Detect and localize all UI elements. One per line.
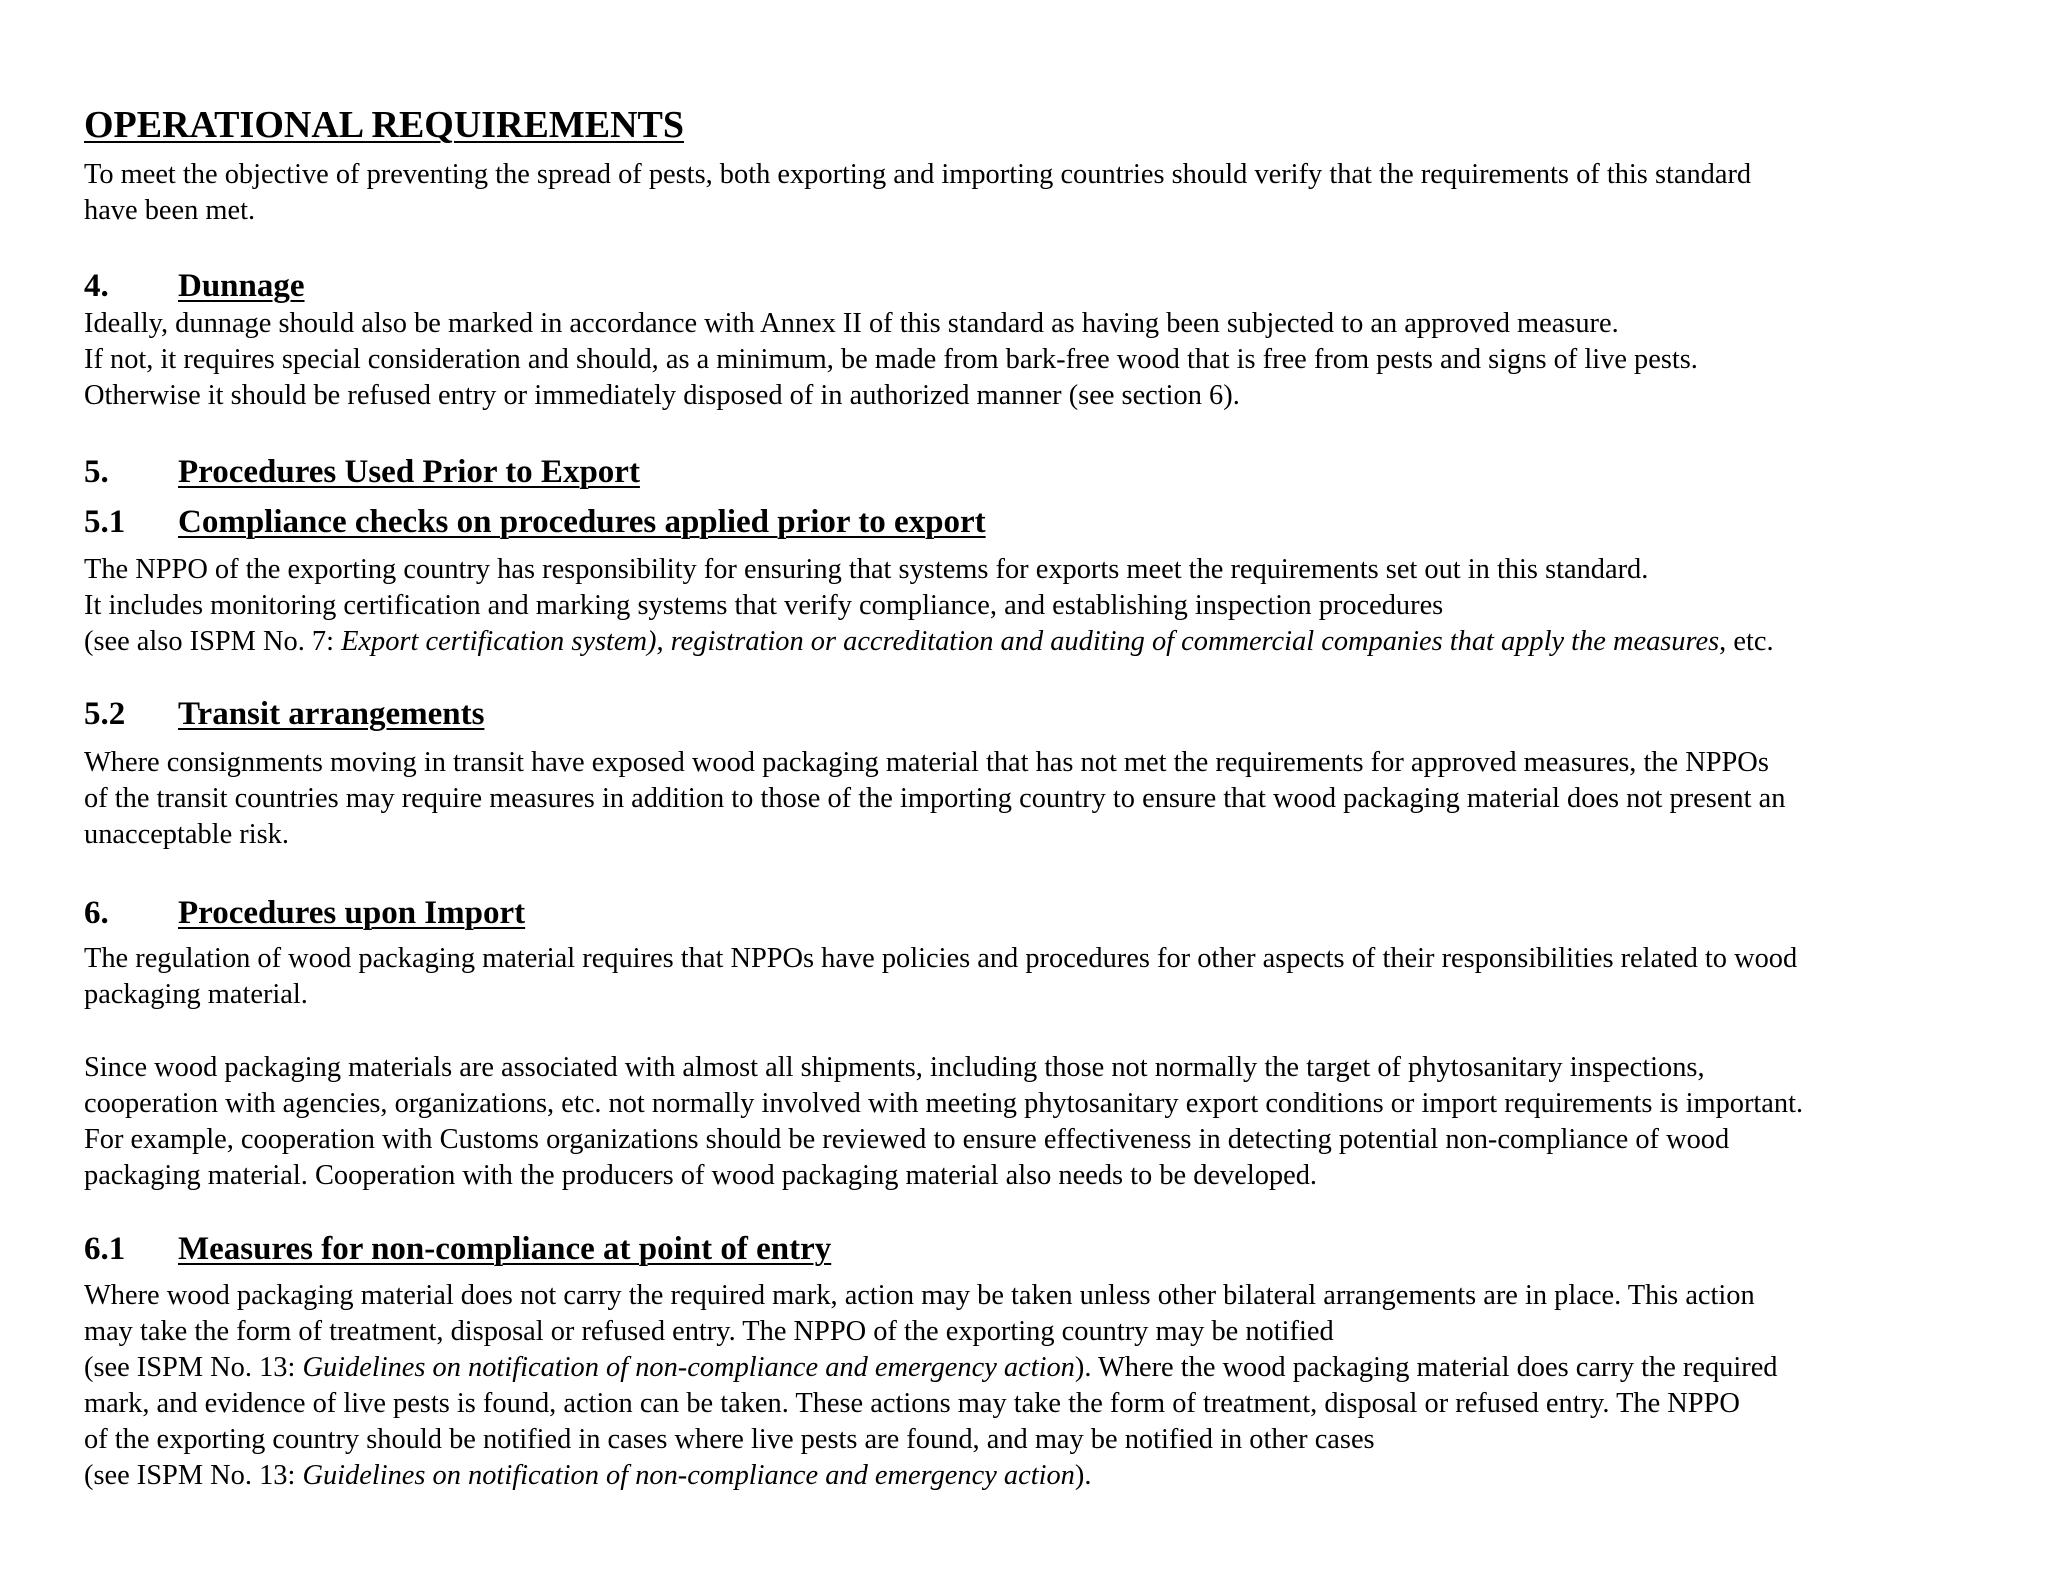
section-5-1-line-1: The NPPO of the exporting country has responsibility for ensuring that systems for exports meet the requirements set out in this standard.	[84, 554, 1649, 585]
page-title: OPERATIONAL REQUIREMENTS	[84, 104, 685, 146]
section-5-1-heading	[84, 506, 986, 539]
section-6-heading	[84, 897, 525, 930]
section-6-1-title: Measures for non-compliance at point of entry	[178, 1231, 832, 1267]
section-6-1-line-3-suffix: ). Where the wood packaging material does carry the required	[1074, 1352, 1778, 1383]
section-5-1-title: Compliance checks on procedures applied prior to export	[178, 504, 986, 540]
section-6-1-line-6-italic: Guidelines on notification of non-compliance and emergency action	[302, 1460, 1075, 1491]
section-6-para-2-line-2: cooperation with agencies, organizations, etc. not normally involved with meeting phytosanitary export conditions or import requirements is important.	[84, 1088, 1804, 1119]
section-6-1-heading	[84, 1233, 831, 1266]
section-6-1-line-1: Where wood packaging material does not carry the required mark, action may be taken unless other bilateral arrangements are in place. This action	[84, 1280, 1755, 1311]
section-5-2-number: 5.2	[84, 696, 126, 732]
section-5-2-line-3: unacceptable risk.	[84, 819, 289, 850]
section-6-1-line-5: of the exporting country should be notified in cases where live pests are found, and may be notified in other cases	[84, 1424, 1375, 1455]
section-6-1-line-2: may take the form of treatment, disposal or refused entry. The NPPO of the exporting country may be notified	[84, 1316, 1334, 1347]
section-6-para-2-line-4: packaging material. Cooperation with the producers of wood packaging material also needs to be developed.	[84, 1160, 1318, 1191]
section-6-para-2-line-1: Since wood packaging materials are associated with almost all shipments, including those not normally the target of phytosanitary inspections,	[84, 1052, 1705, 1083]
section-4-line-2: If not, it requires special consideration and should, as a minimum, be made from bark-free wood that is free from pests and signs of live pests.	[84, 344, 1698, 375]
section-6-1-line-3	[84, 1354, 1778, 1382]
section-6-1-line-3-prefix: (see ISPM No. 13:	[84, 1352, 303, 1383]
section-5-2-line-1: Where consignments moving in transit have exposed wood packaging material that has not met the requirements for approved measures, the NPPOs	[84, 747, 1769, 778]
section-5-2-title: Transit arrangements	[178, 696, 485, 732]
section-6-para-1-line-2: packaging material.	[84, 979, 308, 1010]
section-6-number: 6.	[84, 895, 109, 931]
section-4-heading	[84, 270, 305, 303]
section-5-heading	[84, 456, 640, 489]
section-6-1-number: 6.1	[84, 1231, 126, 1267]
section-4-line-1: Ideally, dunnage should also be marked in accordance with Annex II of this standard as having been subjected to an approved measure.	[84, 308, 1619, 339]
section-5-2-line-2: of the transit countries may require measures in addition to those of the importing country to ensure that wood packaging material does not present an	[84, 783, 1786, 814]
section-5-title: Procedures Used Prior to Export	[178, 454, 640, 490]
section-5-1-line-3-prefix: (see also ISPM No. 7:	[84, 626, 342, 657]
section-5-1-line-3-suffix: , etc.	[1719, 626, 1774, 657]
section-4-line-3: Otherwise it should be refused entry or immediately disposed of in authorized manner (see section 6).	[84, 380, 1240, 411]
section-6-para-2-line-3: For example, cooperation with Customs organizations should be reviewed to ensure effectiveness in detecting potential non-compliance of wood	[84, 1124, 1730, 1155]
section-5-1-number: 5.1	[84, 504, 126, 540]
section-6-para-1-line-1: The regulation of wood packaging material requires that NPPOs have policies and procedures for other aspects of their responsibilities related to wood	[84, 943, 1798, 974]
section-4-number: 4.	[84, 268, 109, 304]
section-5-1-line-2: It includes monitoring certification and marking systems that verify compliance, and establishing inspection procedures	[84, 590, 1444, 621]
section-6-1-line-6-suffix: ).	[1074, 1460, 1092, 1491]
section-5-number: 5.	[84, 454, 109, 490]
section-6-title: Procedures upon Import	[178, 895, 526, 931]
section-6-1-line-4: mark, and evidence of live pests is found, action can be taken. These actions may take the form of treatment, disposal or refused entry. The NPPO	[84, 1388, 1740, 1419]
section-5-1-line-3-italic: Export certification system), registration or accreditation and auditing of commercial companies that apply the measures	[341, 626, 1720, 657]
section-6-1-line-6	[84, 1462, 1091, 1490]
section-5-1-line-3	[84, 628, 1774, 656]
intro-line-1: To meet the objective of preventing the spread of pests, both exporting and importing countries should verify that the requirements of this standard	[84, 159, 1752, 190]
section-6-1-line-6-prefix: (see ISPM No. 13:	[84, 1460, 303, 1491]
section-4-title: Dunnage	[178, 268, 305, 304]
intro-line-2: have been met.	[84, 195, 256, 226]
section-6-1-line-3-italic: Guidelines on notification of non-compliance and emergency action	[302, 1352, 1075, 1383]
section-5-2-heading	[84, 698, 484, 731]
